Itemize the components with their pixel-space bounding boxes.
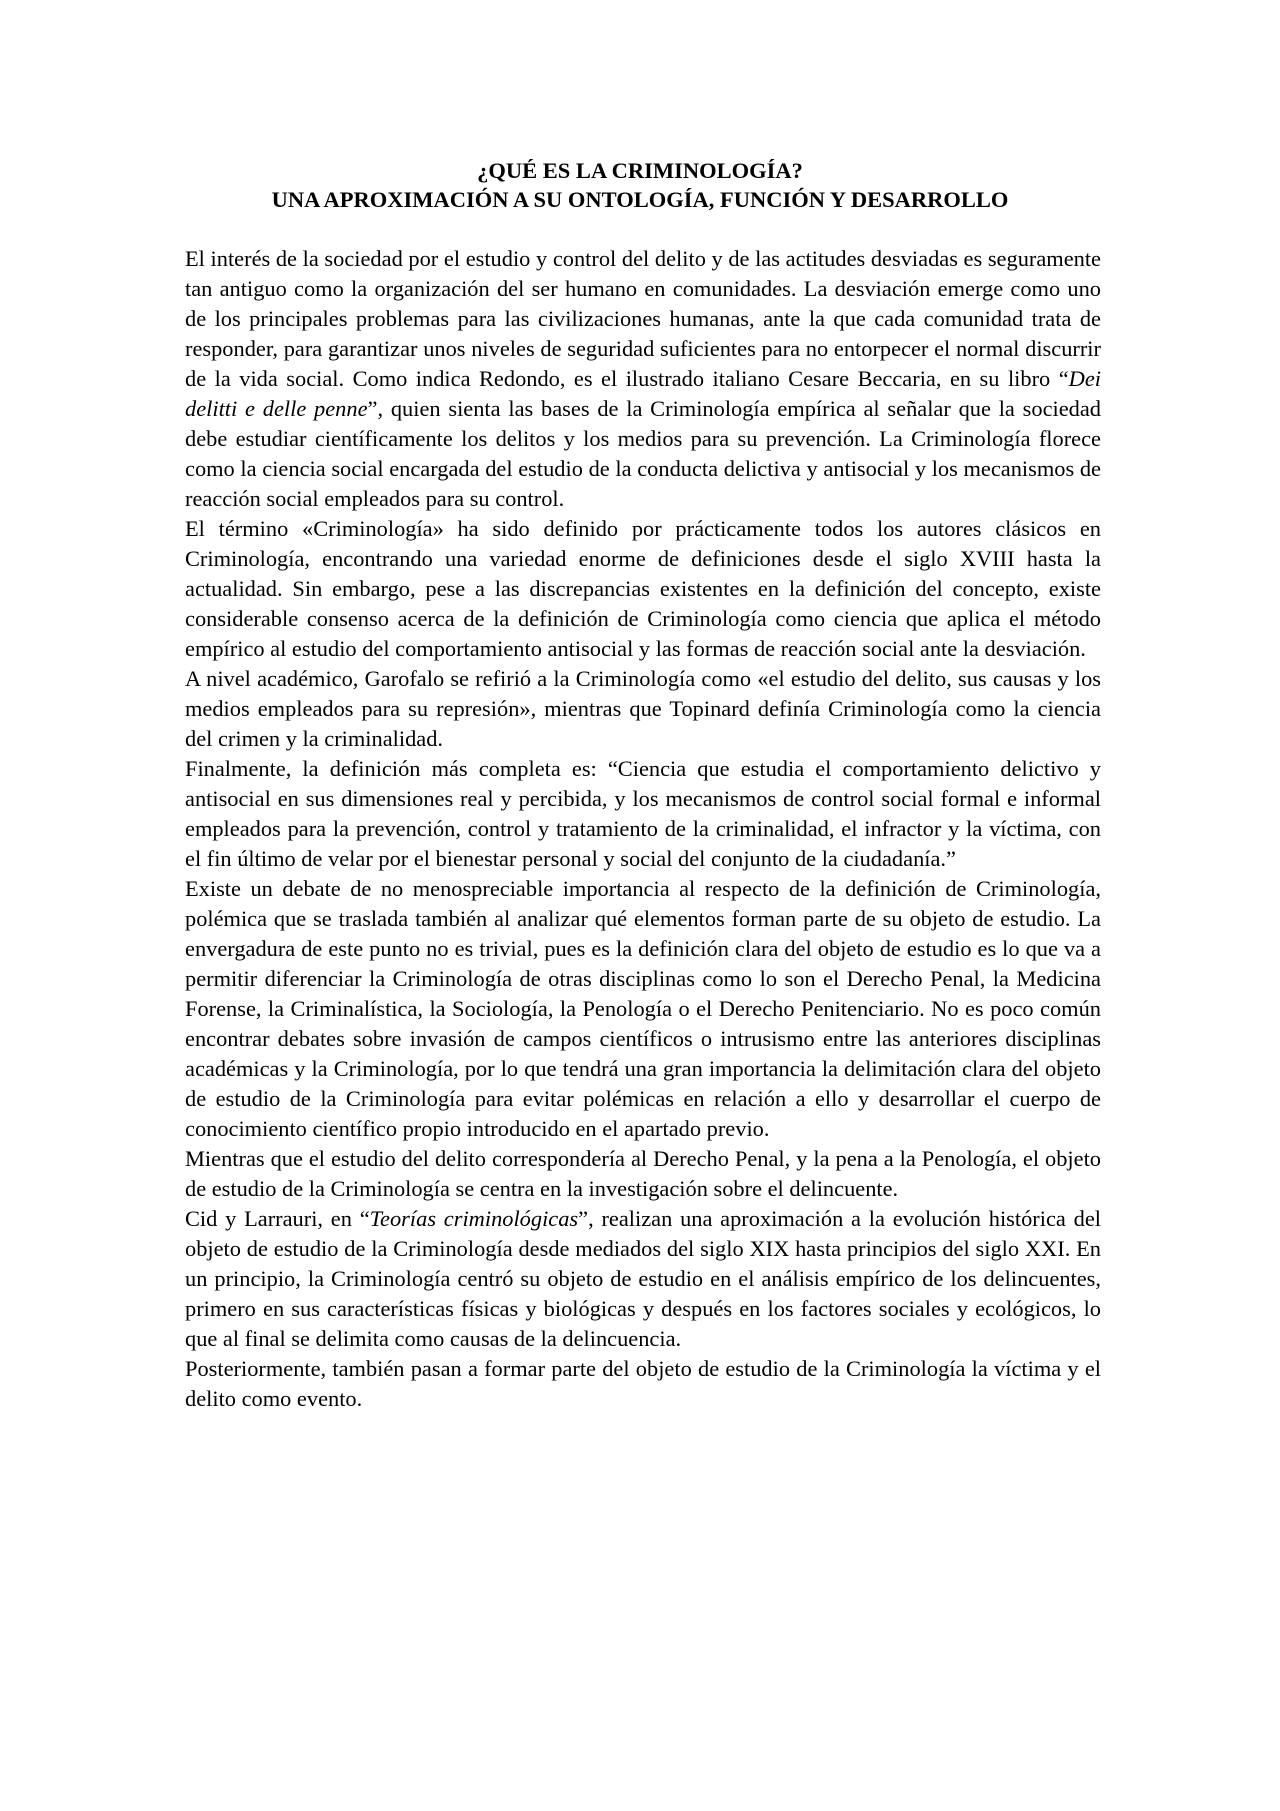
document-title	[0, 156, 1280, 214]
paragraph-6: Mientras que el estudio del delito correspondería al Derecho Penal, y la pena a la Penología, el objeto de estudio de la Criminología se centra en la investigación sobre el delincuente.	[185, 1146, 1101, 1201]
paragraph-5: Existe un debate de no menospreciable importancia al respecto de la definición de Criminología, polémica que se traslada también al analizar qué elementos forman parte de su objeto de estudio. La envergadura de este punto no es trivial, pues es la definición clara del objeto de estudio es lo que va a permitir diferenciar la Criminología de otras disciplinas como lo son el Derecho Penal, la Medicina Forense, la Criminalística, la Sociología, la Penología o el Derecho Penitenciario. No es poco común encontrar debates sobre invasión de campos científicos o intrusismo entre las anteriores disciplinas académicas y la Criminología, por lo que tendrá una gran importancia la delimitación clara del objeto de estudio de la Criminología para evitar polémicas en relación a ello y desarrollar el cuerpo de conocimiento científico propio introducido en el apartado previo.	[185, 876, 1101, 1141]
paragraph-1	[185, 244, 1101, 514]
paragraph-2: El término «Criminología» ha sido definido por prácticamente todos los autores clásicos en Criminología, encontrando una variedad enorme de definiciones desde el siglo XVIII hasta la actualidad. Sin embargo, pese a las discrepancias existentes en la definición del concepto, existe considerable consenso acerca de la definición de Criminología como ciencia que aplica el método empírico al estudio del comportamiento antisocial y las formas de reacción social ante la desviación.	[185, 516, 1101, 661]
paragraph-7	[185, 1204, 1101, 1354]
paragraph-1-text-b: ”, quien sienta las bases de la Criminología empírica al señalar que la sociedad debe estudiar científicamente los delitos y los medios para su prevención. La Criminología florece como la ciencia social encargada del estudio de la conducta delictiva y antisocial y los mecanismos de reacción social empleados para su control.	[185, 396, 1101, 511]
title-line-2: UNA APROXIMACIÓN A SU ONTOLOGÍA, FUNCIÓN Y DESARROLLO	[271, 187, 1009, 212]
book-title-teorias-criminologicas: Teorías criminológicas	[369, 1206, 579, 1231]
paragraph-1-text-a: El interés de la sociedad por el estudio y control del delito y de las actitudes desviadas es seguramente tan antiguo como la organización del ser humano en comunidades. La desviación emerge como uno de los principales problemas para las civilizaciones humanas, ante la que cada comunidad trata de responder, para garantizar unos niveles de seguridad suficientes para no entorpecer el normal discurrir de la vida social. Como indica Redondo, es el ilustrado italiano Cesare Beccaria, en su libro “	[185, 246, 1101, 391]
paragraph-4: Finalmente, la definición más completa es: “Ciencia que estudia el comportamiento delictivo y antisocial en sus dimensiones real y percibida, y los mecanismos de control social formal e informal empleados para la prevención, control y tratamiento de la criminalidad, el infractor y la víctima, con el fin último de velar por el bienestar personal y social del conjunto de la ciudadanía.”	[185, 756, 1101, 871]
book-title-dei-delitti: Dei delitti e delle penne	[185, 366, 1101, 421]
paragraph-7-text-b: ”, realizan una aproximación a la evolución histórica del objeto de estudio de la Criminología desde mediados del siglo XIX hasta principios del siglo XXI. En un principio, la Criminología centró su objeto de estudio en el análisis empírico de los delincuentes, primero en sus características físicas y biológicas y después en los factores sociales y ecológicos, lo que al final se delimita como causas de la delincuencia.	[185, 1206, 1101, 1351]
document-body	[185, 244, 1101, 1414]
title-line-1: ¿QUÉ ES LA CRIMINOLOGÍA?	[477, 158, 803, 183]
paragraph-3: A nivel académico, Garofalo se refirió a la Criminología como «el estudio del delito, sus causas y los medios empleados para su represión», mientras que Topinard definía Criminología como la ciencia del crimen y la criminalidad.	[185, 666, 1101, 751]
paragraph-8: Posteriormente, también pasan a formar parte del objeto de estudio de la Criminología la víctima y el delito como evento.	[185, 1356, 1101, 1411]
paragraph-7-text-a: Cid y Larrauri, en “	[185, 1206, 370, 1231]
